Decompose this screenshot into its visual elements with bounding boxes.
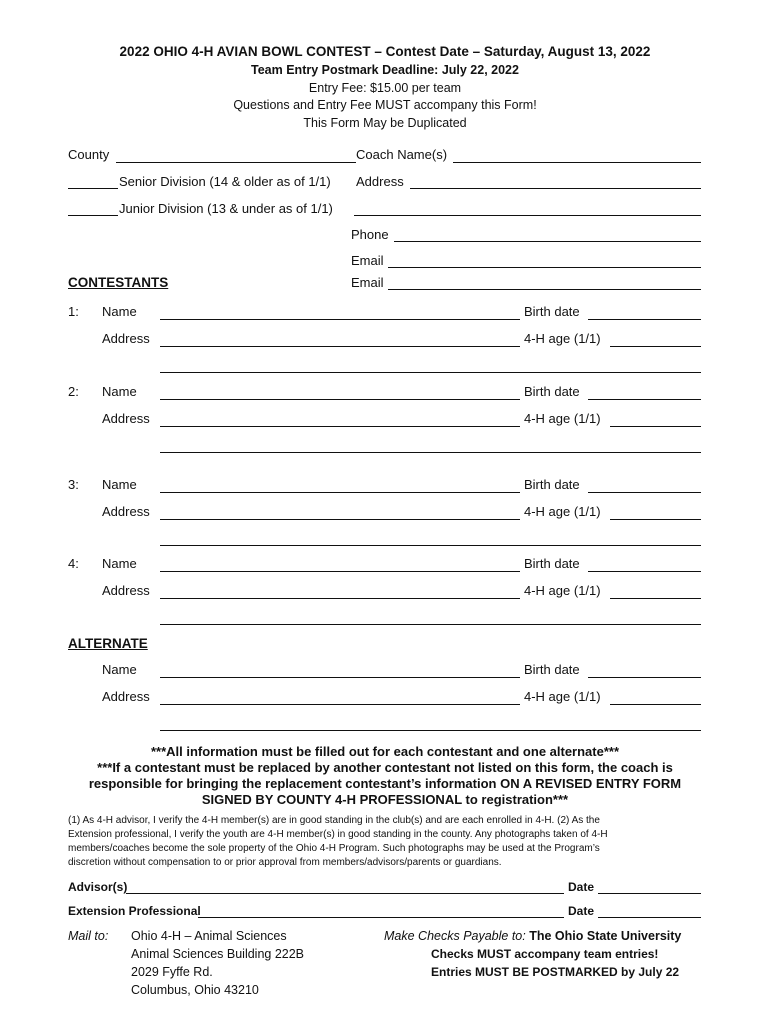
contestant-2-age-field[interactable] xyxy=(610,426,701,427)
county-field[interactable] xyxy=(116,162,356,163)
contestant-2-number: 2: xyxy=(68,384,79,399)
contestant-2-birth-label: Birth date xyxy=(524,384,580,399)
contestant-4-number: 4: xyxy=(68,556,79,571)
junior-division-label: Junior Division (13 & under as of 1/1) xyxy=(119,201,333,216)
advisor-label: Advisor(s) xyxy=(68,880,128,894)
notice-line-1: ***All information must be filled out for each contestant and one alternate*** xyxy=(150,744,620,759)
disclaimer-line-1: (1) As 4-H advisor, I verify the 4-H member(s) are in good standing in the club(s) and are each enrolled in 4-H. (2) As the xyxy=(68,815,600,826)
contestant-3-birth-label: Birth date xyxy=(524,477,580,492)
contestant-2-name-label: Name xyxy=(102,384,137,399)
contestant-1-birth-field[interactable] xyxy=(588,319,701,320)
alternate-birth-field[interactable] xyxy=(588,677,701,678)
contestant-3-name-label: Name xyxy=(102,477,137,492)
checks-payable-name: The Ohio State University xyxy=(529,929,682,943)
extension-date-field[interactable] xyxy=(598,917,701,918)
contestant-4-birth-field[interactable] xyxy=(588,571,701,572)
phone-field[interactable] xyxy=(394,241,701,242)
contestant-4-age-label: 4-H age (1/1) xyxy=(524,583,601,598)
alternate-name-label: Name xyxy=(102,662,137,677)
contestant-4-name-label: Name xyxy=(102,556,137,571)
mail-line-4: Columbus, Ohio 43210 xyxy=(131,983,259,997)
contestant-3-name-field[interactable] xyxy=(160,492,520,493)
notice-line-2: ***If a contestant must be replaced by another contestant not listed on this form, the coach is xyxy=(97,760,673,775)
advisor-date-field[interactable] xyxy=(598,893,701,894)
advisor-date-label: Date xyxy=(568,880,595,894)
alternate-heading: ALTERNATE xyxy=(68,636,148,651)
contestant-1-address-field[interactable] xyxy=(160,346,520,347)
alternate-name-field[interactable] xyxy=(160,677,520,678)
email-label-1: Email xyxy=(351,253,384,268)
email-field-1[interactable] xyxy=(388,267,701,268)
contestant-4-address-label: Address xyxy=(102,583,150,598)
contestant-3-address-label: Address xyxy=(102,504,150,519)
contestant-1-name-label: Name xyxy=(102,304,137,319)
form-title: 2022 OHIO 4-H AVIAN BOWL CONTEST – Contest Date – Saturday, August 13, 2022 xyxy=(119,44,651,59)
contestant-2-address-field[interactable] xyxy=(160,426,520,427)
contestant-3-age-field[interactable] xyxy=(610,519,701,520)
alternate-birth-label: Birth date xyxy=(524,662,580,677)
contestant-1-number: 1: xyxy=(68,304,79,319)
contestants-heading: CONTESTANTS xyxy=(68,275,169,290)
coach-field[interactable] xyxy=(453,162,701,163)
contestant-1-age-label: 4-H age (1/1) xyxy=(524,331,601,346)
duplicate-note: This Form May be Duplicated xyxy=(303,116,467,130)
mail-to-label: Mail to: xyxy=(68,929,109,943)
advisor-signature-field[interactable] xyxy=(126,893,564,894)
extension-signature-field[interactable] xyxy=(198,917,564,918)
alternate-address-field[interactable] xyxy=(160,704,520,705)
contestant-4-age-field[interactable] xyxy=(610,598,701,599)
contestant-2-address-field-2[interactable] xyxy=(160,452,701,453)
checks-payable xyxy=(384,928,681,944)
notice-line-3: responsible for bringing the replacement contestant’s information ON A REVISED ENTRY FORM xyxy=(88,776,682,791)
contestant-2-address-label: Address xyxy=(102,411,150,426)
entry-fee: Entry Fee: $15.00 per team xyxy=(308,81,462,95)
mail-line-3: 2029 Fyffe Rd. xyxy=(131,965,213,979)
contestant-4-address-field[interactable] xyxy=(160,598,520,599)
mail-line-1: Ohio 4-H – Animal Sciences xyxy=(131,929,287,943)
contestant-2-birth-field[interactable] xyxy=(588,399,701,400)
disclaimer-line-3: members/coaches become the sole property of the Ohio 4-H Program. Such photographs may be used at the Program’s xyxy=(68,843,600,854)
disclaimer-line-2: Extension professional, I verify the youth are 4-H member(s) in good standing in the county. Any photographs taken of 4-H xyxy=(68,829,608,840)
contestant-2-name-field[interactable] xyxy=(160,399,520,400)
contestant-2-age-label: 4-H age (1/1) xyxy=(524,411,601,426)
contestant-1-address-field-2[interactable] xyxy=(160,372,701,373)
disclaimer-line-4: discretion without compensation to or prior approval from members/advisors/parents or guardians. xyxy=(68,857,502,868)
junior-division-check[interactable] xyxy=(68,215,118,216)
phone-label: Phone xyxy=(351,227,389,242)
alternate-address-field-2[interactable] xyxy=(160,730,701,731)
senior-division-label: Senior Division (14 & older as of 1/1) xyxy=(119,174,331,189)
postmark-deadline: Team Entry Postmark Deadline: July 22, 2022 xyxy=(251,63,519,77)
questions-note: Questions and Entry Fee MUST accompany this Form! xyxy=(233,98,537,112)
contestant-3-number: 3: xyxy=(68,477,79,492)
alternate-age-label: 4-H age (1/1) xyxy=(524,689,601,704)
entries-postmarked: Entries MUST BE POSTMARKED by July 22 xyxy=(431,965,680,979)
extension-label: Extension Professional xyxy=(68,904,201,918)
contestant-1-birth-label: Birth date xyxy=(524,304,580,319)
contestant-4-address-field-2[interactable] xyxy=(160,624,701,625)
contestant-3-birth-field[interactable] xyxy=(588,492,701,493)
team-address-field-2[interactable] xyxy=(354,215,701,216)
contestant-4-name-field[interactable] xyxy=(160,571,520,572)
email-field-2[interactable] xyxy=(388,289,701,290)
mail-line-2: Animal Sciences Building 222B xyxy=(131,947,305,961)
team-address-field[interactable] xyxy=(410,188,701,189)
email-label-2: Email xyxy=(351,275,384,290)
senior-division-check[interactable] xyxy=(68,188,118,189)
contestant-4-birth-label: Birth date xyxy=(524,556,580,571)
coach-label: Coach Name(s) xyxy=(356,147,448,162)
contestant-3-address-field-2[interactable] xyxy=(160,545,701,546)
checks-payable-label: Make Checks Payable to: xyxy=(384,929,526,943)
county-label: County xyxy=(68,147,110,162)
alternate-address-label: Address xyxy=(102,689,150,704)
contestant-3-address-field[interactable] xyxy=(160,519,520,520)
extension-date-label: Date xyxy=(568,904,595,918)
notice-line-4: SIGNED BY COUNTY 4-H PROFESSIONAL to registration*** xyxy=(201,792,569,807)
contestant-1-age-field[interactable] xyxy=(610,346,701,347)
checks-accompany: Checks MUST accompany team entries! xyxy=(431,947,659,961)
contestant-1-address-label: Address xyxy=(102,331,150,346)
contestant-1-name-field[interactable] xyxy=(160,319,520,320)
contestant-3-age-label: 4-H age (1/1) xyxy=(524,504,601,519)
alternate-age-field[interactable] xyxy=(610,704,701,705)
address-label: Address xyxy=(356,174,404,189)
